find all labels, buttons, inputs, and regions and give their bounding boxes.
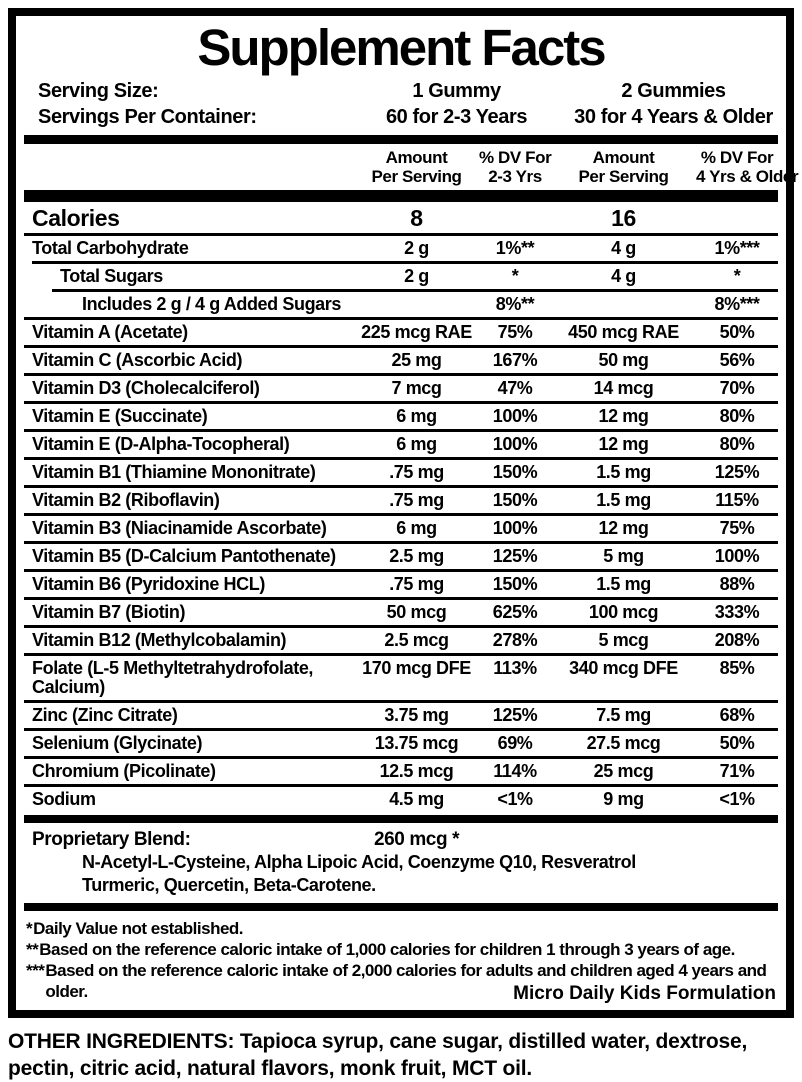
amount-per-serving-2: 12 mg	[598, 518, 649, 539]
amount-per-serving-1: 225 mcg RAE	[361, 322, 472, 343]
daily-value-2: <1%	[719, 789, 755, 810]
amount-per-serving-1: 2.5 mcg	[384, 630, 449, 651]
nutrient-name: Vitamin A (Acetate)	[32, 322, 188, 343]
footnote-text: Based on the reference caloric intake of 1,000 calories for children 1 through 3 years of age.	[39, 940, 735, 960]
daily-value-1: 113%	[493, 658, 537, 679]
amount-per-serving-2: 9 mg	[603, 789, 644, 810]
daily-value-2: 50%	[719, 322, 755, 343]
formulation-credit: Micro Daily Kids Formulation	[513, 983, 776, 1005]
daily-value-2: 75%	[719, 518, 755, 539]
nutrient-row	[24, 516, 778, 541]
proprietary-blend-ingredients-line: N-Acetyl-L-Cysteine, Alpha Lipoic Acid, Coenzyme Q10, Resveratrol	[82, 852, 636, 873]
other-ingredients-text1: Tapioca syrup, cane sugar, distilled water, dextrose,	[239, 1030, 748, 1054]
amount-per-serving-1: 50 mcg	[386, 602, 447, 623]
daily-value-2: 68%	[719, 705, 755, 726]
supplement-label-page	[0, 8, 802, 1081]
nutrient-row	[24, 348, 778, 373]
amount-per-serving-2: 25 mcg	[593, 761, 654, 782]
nutrient-row	[24, 264, 778, 289]
serving-size-label: Serving Size:	[38, 80, 159, 103]
nutrient-name: Vitamin B1 (Thiamine Mononitrate)	[32, 462, 316, 483]
servings-per-container-col1: 60 for 2-3 Years	[385, 106, 528, 129]
daily-value-2: 50%	[719, 733, 755, 754]
amount-per-serving-1: .75 mg	[389, 462, 444, 483]
daily-value-2: 71%	[719, 761, 755, 782]
daily-value-1: 114%	[493, 761, 537, 782]
daily-value-1: 75%	[497, 322, 533, 343]
daily-value-1: 150%	[492, 490, 538, 511]
column-header-dv-1-line1: % DV For	[479, 148, 552, 168]
amount-per-serving-1: .75 mg	[389, 490, 444, 511]
daily-value-2: *	[733, 266, 741, 287]
amount-per-serving-2: 12 mg	[598, 434, 649, 455]
daily-value-1: 100%	[492, 518, 538, 539]
amount-per-serving-2: 5 mg	[603, 546, 644, 567]
nutrient-row	[24, 376, 778, 401]
nutrient-name: Vitamin B5 (D-Calcium Pantothenate)	[32, 546, 336, 567]
serving-size-row	[24, 78, 778, 104]
daily-value-1: 125%	[492, 546, 538, 567]
daily-value-2: 70%	[719, 378, 755, 399]
other-ingredients-line1	[8, 1028, 792, 1055]
nutrient-row	[24, 460, 778, 485]
daily-value-1: 1%**	[495, 238, 535, 259]
daily-value-2: 125%	[714, 462, 760, 483]
daily-value-2: 333%	[714, 602, 760, 623]
daily-value-2: 56%	[719, 350, 755, 371]
nutrient-name: Vitamin B3 (Niacinamide Ascorbate)	[32, 518, 327, 539]
amount-per-serving-1: 6 mg	[396, 406, 437, 427]
column-header-dv-2	[696, 148, 799, 187]
proprietary-blend-spacer-2	[551, 828, 696, 851]
daily-value-2: 100%	[714, 546, 760, 567]
section-bar-header	[24, 190, 778, 202]
daily-value-1: <1%	[497, 789, 533, 810]
servings-per-container-label: Servings Per Container:	[38, 106, 257, 129]
section-bar-footnotes	[24, 903, 778, 911]
amount-per-serving-2: 1.5 mg	[596, 490, 651, 511]
daily-value-2: 85%	[719, 658, 755, 679]
daily-value-1: 150%	[492, 462, 538, 483]
proprietary-blend-label: Proprietary Blend:	[32, 829, 191, 851]
nutrient-row	[24, 703, 778, 728]
column-header-amount-1-line1: Amount	[385, 148, 448, 168]
column-header-dv-1-line2: 2-3 Yrs	[488, 167, 542, 187]
proprietary-blend-amount: 260 mcg *	[373, 829, 460, 851]
nutrient-row	[24, 404, 778, 429]
daily-value-2: 208%	[714, 630, 760, 651]
amount-per-serving-2: 1.5 mg	[596, 462, 651, 483]
amount-per-serving-1: 7 mcg	[391, 378, 442, 399]
nutrient-row	[24, 656, 778, 700]
nutrient-row	[24, 572, 778, 597]
nutrient-row	[24, 759, 778, 784]
daily-value-1: 278%	[492, 630, 538, 651]
proprietary-blend-spacer-1	[479, 828, 551, 851]
nutrient-row	[24, 628, 778, 653]
nutrient-row	[24, 292, 778, 317]
nutrient-row	[24, 236, 778, 261]
nutrient-name: Calories	[32, 205, 120, 232]
daily-value-1: 100%	[492, 406, 538, 427]
nutrient-name: Vitamin E (Succinate)	[32, 406, 208, 427]
daily-value-2: 8%***	[714, 294, 760, 315]
amount-per-serving-2: 5 mcg	[598, 630, 649, 651]
amount-per-serving-2: 27.5 mcg	[586, 733, 661, 754]
proprietary-blend-ingredients-line: Turmeric, Quercetin, Beta-Carotene.	[82, 875, 376, 896]
daily-value-2: 115%	[715, 490, 759, 511]
other-ingredients-label: OTHER INGREDIENTS:	[8, 1030, 235, 1054]
serving-size-col1: 1 Gummy	[412, 80, 501, 103]
nutrient-name: Vitamin C (Ascorbic Acid)	[32, 350, 243, 371]
footnote-marker: ***	[26, 961, 45, 981]
amount-per-serving-1: 12.5 mcg	[379, 761, 454, 782]
column-header-dv-2-line1: % DV For	[700, 148, 774, 168]
nutrient-row	[24, 320, 778, 345]
amount-per-serving-1: .75 mg	[389, 574, 444, 595]
column-header-amount-1-line2: Per Serving	[371, 167, 462, 187]
amount-per-serving-1: 2.5 mg	[389, 546, 444, 567]
column-header-dv-1	[479, 148, 551, 186]
amount-per-serving-1: 6 mg	[396, 518, 437, 539]
daily-value-1: 167%	[492, 350, 538, 371]
nutrient-name: Selenium (Glycinate)	[32, 733, 203, 754]
daily-value-1: 625%	[492, 602, 538, 623]
column-header-spacer	[24, 148, 354, 186]
nutrient-name: Sodium	[32, 789, 96, 810]
amount-per-serving-2: 12 mg	[598, 406, 649, 427]
daily-value-1: 150%	[492, 574, 538, 595]
amount-per-serving-1: 4.5 mg	[389, 789, 444, 810]
amount-per-serving-2: 7.5 mg	[596, 705, 651, 726]
daily-value-2: 80%	[719, 406, 755, 427]
daily-value-1: 47%	[497, 378, 533, 399]
amount-per-serving-1: 2 g	[404, 266, 429, 287]
amount-per-serving-1: 2 g	[404, 238, 429, 259]
nutrient-name: Includes 2 g / 4 g Added Sugars	[82, 294, 341, 315]
nutrient-name: Total Sugars	[60, 266, 163, 287]
nutrient-name: Folate (L-5 Methyltetrahydrofolate, Calcium)	[32, 658, 314, 698]
daily-value-1: 69%	[497, 733, 533, 754]
nutrient-name: Total Carbohydrate	[32, 238, 189, 259]
footnote-text: Based on the reference caloric intake of 2,000 calories for adults and children aged 4 years and older.	[45, 961, 767, 1002]
amount-per-serving-2: 450 mcg RAE	[568, 322, 679, 343]
serving-size-col2: 2 Gummies	[621, 80, 726, 103]
footnote-text: Daily Value not established.	[33, 919, 244, 939]
amount-per-serving-1: 3.75 mg	[384, 705, 449, 726]
servings-per-container-row	[24, 104, 778, 130]
panel-title: Supplement Facts	[197, 19, 605, 76]
daily-value-2: 88%	[719, 574, 755, 595]
column-header-amount-2-line2: Per Serving	[578, 167, 669, 187]
amount-per-serving-2: 50 mg	[598, 350, 649, 371]
amount-per-serving-2: 1.5 mg	[596, 574, 651, 595]
nutrient-table	[24, 202, 778, 812]
proprietary-blend-spacer-3	[696, 828, 778, 851]
nutrient-name: Chromium (Picolinate)	[32, 761, 216, 782]
nutrient-name: Vitamin B7 (Biotin)	[32, 602, 186, 623]
amount-per-serving-1: 25 mg	[391, 350, 442, 371]
amount-per-serving-1: 170 mcg DFE	[362, 658, 471, 679]
column-header-amount-2	[551, 148, 696, 186]
daily-value-2: 1%***	[714, 238, 760, 259]
daily-value-1: 8%**	[495, 294, 535, 315]
supplement-facts-panel	[8, 8, 799, 1018]
footnote-marker: **	[26, 940, 39, 960]
nutrient-row	[24, 488, 778, 513]
nutrient-name: Vitamin B2 (Riboflavin)	[32, 490, 220, 511]
column-header-row	[24, 144, 799, 190]
daily-value-1: 125%	[492, 705, 538, 726]
amount-per-serving-2: 340 mcg DFE	[569, 658, 678, 679]
nutrient-row	[24, 544, 778, 569]
amount-per-serving-1: 6 mg	[396, 434, 437, 455]
nutrient-row	[24, 600, 778, 625]
other-ingredients	[8, 1028, 792, 1082]
column-header-amount-2-line1: Amount	[592, 148, 655, 168]
column-header-dv-2-line2: 4 Yrs & Older	[696, 167, 799, 187]
nutrient-name: Vitamin B12 (Methylcobalamin)	[32, 630, 287, 651]
nutrient-name: Vitamin E (D-Alpha-Tocopheral)	[32, 434, 290, 455]
section-bar-top	[24, 135, 778, 144]
nutrient-row	[24, 432, 778, 457]
footnote-marker: *	[26, 919, 33, 939]
amount-per-serving-1: 13.75 mcg	[374, 733, 459, 754]
amount-per-serving-2: 16	[611, 205, 636, 232]
servings-per-container-col2: 30 for 4 Years & Older	[574, 106, 773, 129]
proprietary-blend-ingredients	[24, 851, 778, 900]
nutrient-row	[24, 787, 778, 812]
nutrient-row	[24, 202, 778, 233]
daily-value-1: 100%	[492, 434, 538, 455]
section-bar-blend	[24, 815, 778, 823]
other-ingredients-line2: pectin, citric acid, natural flavors, monk fruit, MCT oil.	[8, 1057, 532, 1081]
footnote	[26, 918, 776, 939]
amount-per-serving-2: 4 g	[611, 266, 636, 287]
nutrient-row	[24, 731, 778, 756]
column-header-amount-1	[354, 148, 479, 186]
amount-per-serving-2: 14 mcg	[593, 378, 654, 399]
nutrient-name: Vitamin D3 (Cholecalciferol)	[32, 378, 260, 399]
nutrient-name: Zinc (Zinc Citrate)	[32, 705, 178, 726]
amount-per-serving-2: 4 g	[611, 238, 636, 259]
daily-value-1: *	[511, 266, 519, 287]
footnote	[26, 939, 776, 960]
nutrient-name: Vitamin B6 (Pyridoxine HCL)	[32, 574, 265, 595]
amount-per-serving-1: 8	[410, 205, 423, 232]
daily-value-2: 80%	[719, 434, 755, 455]
proprietary-blend-row	[24, 826, 778, 851]
amount-per-serving-2: 100 mcg	[588, 602, 659, 623]
